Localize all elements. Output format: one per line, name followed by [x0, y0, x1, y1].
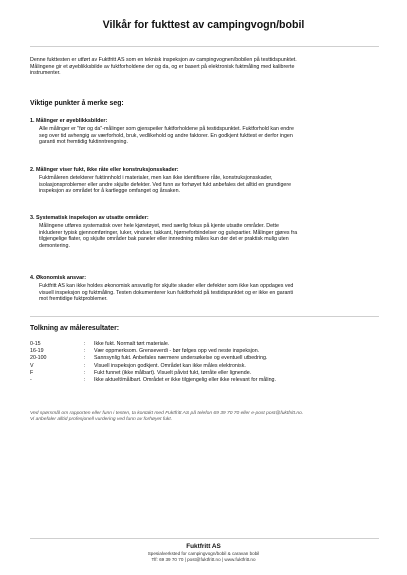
intro-line: Målingene gir et øyeblikksbilde av fuktforholdene der og da, og er basert på elektronisk fuktmåling med kalibrerte [30, 63, 295, 70]
point-line: garanti mot fremtidig fuktinntrengning. [39, 139, 128, 146]
point-body-2 [39, 175, 377, 195]
scale-row [30, 348, 276, 355]
scale-text: Visuell inspeksjon godkjent. Området kan ikke måles elektronisk. [94, 362, 246, 369]
scale-key: V [30, 362, 34, 369]
point-line: demontering. [39, 242, 70, 249]
scale-key: 0-15 [30, 341, 41, 347]
scale-separator: : [84, 362, 86, 369]
document-title: Vilkår for fukttest av campingvogn/bobil [102, 19, 305, 31]
scale-row [30, 341, 276, 348]
point-line: Målingene utføres systematisk over hele kjøretøyet, med særlig fokus på kjente utsatte områder. Dette [39, 223, 279, 229]
scale-text: Ikke fukt. Normalt tørt materiale. [94, 341, 170, 347]
scale-separator: : [84, 377, 86, 384]
scale-row [30, 363, 276, 370]
point-line: inkluderer typisk gjennomføringer, luker, vinduer, takkant, hjørneforbindelser og gulvpartier. Målinger gjøres fra [39, 229, 298, 236]
point-line: tilgjengelige flater, og skjulte områder bak paneler eller innredning måles kun der det er praktisk mulig uten [39, 236, 289, 243]
point-title-1: 1. Målinger er øyeblikksbilder: [30, 118, 108, 124]
note-line: Ved spørsmål om rapporten eller funn i testen, ta kontakt med Fuktfritt AS på telefon 69 39 70 70 eller e-post post@fuktfritt.no. [30, 411, 304, 416]
contact-note [30, 411, 379, 424]
point-line: mot fremtidige fuktproblemer. [39, 296, 108, 303]
footer-brand: Fuktfritt AS [186, 543, 221, 550]
scale-text: Ikke aktuelt/målbart. Området er ikke tilgjengelig eller ikke relevant for måling. [94, 377, 276, 384]
point-line: isolasjonsproblemer eller andre skjulte defekter. Ved funn av forhøyet fukt anbefales det alltid en grundigere [39, 181, 292, 188]
intro-line: Denne fukttesten er utført av Fuktfritt AS som en teknisk inspeksjon av campingvognen/bobilen på testtidspunktet. [30, 57, 297, 63]
footer-contact: Tlf: 69 39 70 70 | post@fuktfritt.no | www.fuktfritt.no [151, 557, 256, 563]
point-title-3: 3. Systematisk inspeksjon av utsatte områder: [30, 215, 149, 221]
scale-row [30, 377, 276, 384]
point-line: inspeksjon av området for å kartlegge omfanget og årsaken. [39, 188, 181, 195]
scale-separator: : [84, 355, 86, 362]
point-line: Fuktfritt AS kan ikke holdes økonomisk ansvarlig for skjulte skader eller defekter som ikke kan oppdages ved [39, 283, 294, 289]
scale-heading: Tolkning av måleresultater: [30, 325, 120, 332]
point-line: seg over tid avhengig av værforhold, bruk, vedlikehold og andre faktorer. En godkjent fukttest er derfor ingen [39, 132, 293, 139]
scale-key: 16-19 [30, 348, 44, 355]
scale-key: - [30, 377, 32, 384]
section-divider [30, 316, 379, 317]
key-points-heading: Viktige punkter å merke seg: [30, 100, 124, 107]
point-line: visuell inspeksjon og fuktmåling. Testen dokumenterer kun fuktforhold på testidspunktet og er ikke en garanti [39, 289, 294, 296]
scale-separator: : [84, 341, 86, 347]
footer-divider [30, 538, 379, 539]
point-body-4 [39, 283, 377, 303]
point-line: Fuktmåleren detekterer fuktinnhold i materialer, men kan ikke identifisere råte, konstruksjonsskader, [39, 175, 273, 181]
point-body-1 [39, 126, 377, 146]
point-body-3 [39, 223, 377, 249]
scale-table [30, 341, 276, 384]
scale-text: Fukt funnet (ikke målbart). Visuelt påvist fukt, tørråte eller lignende. [94, 369, 252, 376]
scale-row [30, 355, 276, 362]
scale-row [30, 370, 276, 377]
scale-key: F [30, 369, 34, 376]
intro-paragraph [30, 57, 379, 77]
note-line: Vi anbefaler alltid profesjonell vurdering ved funn av forhøyet fukt. [30, 417, 173, 423]
scale-separator: : [84, 369, 86, 376]
scale-separator: : [84, 348, 86, 355]
point-title-4: 4. Økonomisk ansvar: [30, 275, 87, 281]
point-title-2: 2. Målinger viser fukt, ikke råte eller konstruksjonsskader: [30, 167, 179, 173]
point-line: Alle målinger er "før og da"-målinger som gjenspeiler fuktforholdene på testidspunktet. Fuktforhold kan endre [39, 126, 294, 132]
scale-key: 20-100 [30, 355, 47, 362]
scale-text: Vær oppmerksom. Grenseverdi - bør følges opp ved neste inspeksjon. [94, 348, 260, 355]
footer [0, 543, 407, 564]
footer-tagline: Spesialverksted for campingvogn/bobil & caravan bobil [147, 551, 260, 556]
scale-text: Sannsynlig fukt. Anbefales nærmere undersøkelse og eventuell utbedring. [94, 355, 268, 362]
intro-line: instrumenter. [30, 70, 61, 77]
title-divider [30, 46, 379, 47]
